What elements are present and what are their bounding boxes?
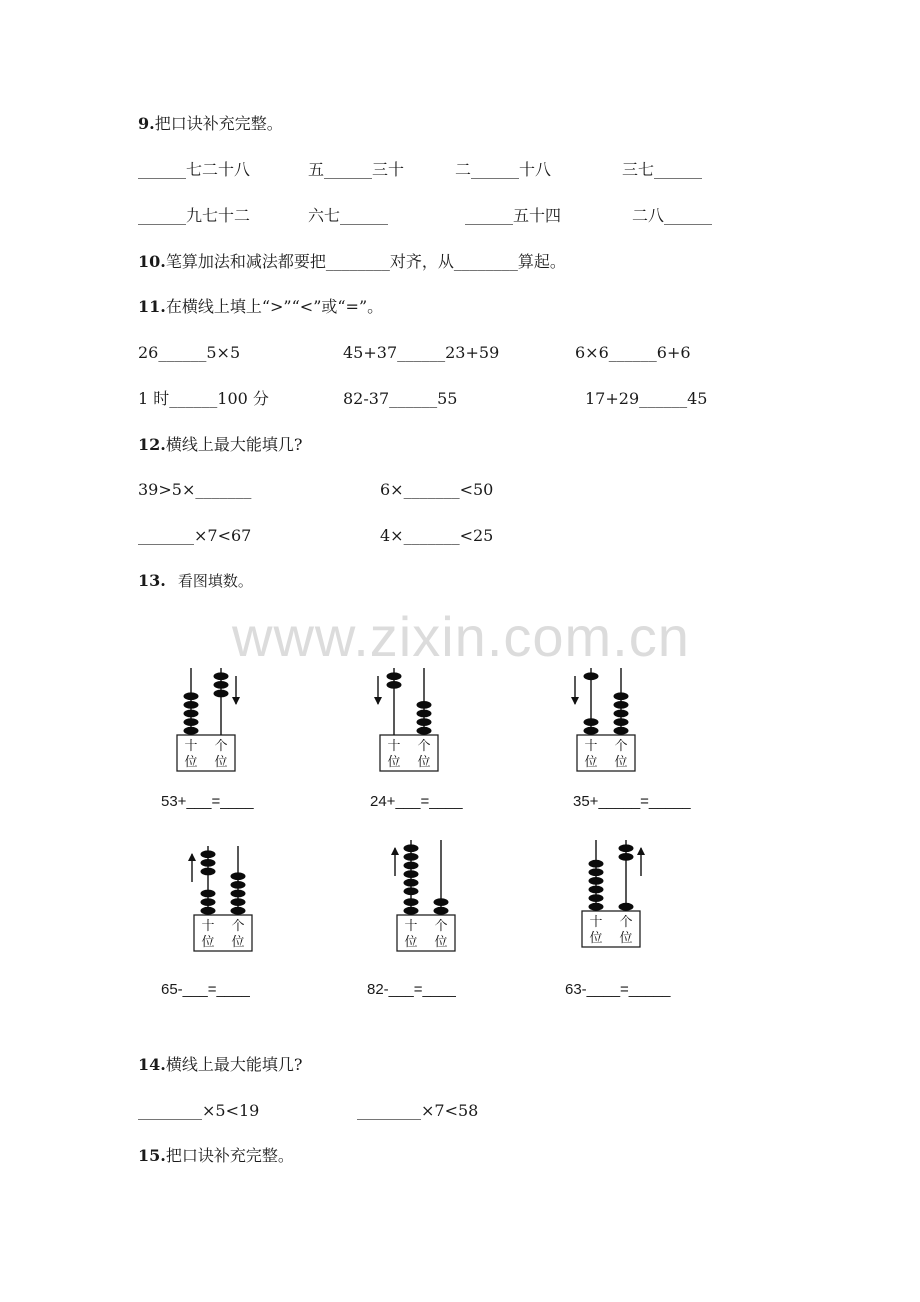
label-tens: 十 [201,919,215,934]
q11-title: 在横线上填上“>”“<”或“=”。 [165,297,384,316]
q13-number: 13. [138,571,166,590]
q14-r1-c1: ________×5<19 [138,1101,260,1120]
q9-r1-c3: 二______十八 [455,160,552,179]
arrow-down-icon [571,697,579,705]
tens-bead [589,860,604,868]
q12-title: 横线上最大能填几? [165,435,303,454]
q13-expr-2: 24+___=____ [370,793,463,810]
tens-moving-bead [387,672,402,680]
ones-bead [434,898,449,906]
label-place: 位 [417,755,431,770]
q11-r1-c1: 26______5×5 [138,343,241,362]
q10-text: 笔算加法和减法都要把________对齐，从________算起。 [165,252,566,271]
ones-bead [231,881,246,889]
label-ones: 个 [231,919,245,934]
q12-r2-c1: _______×7<67 [138,526,252,545]
arrow-up-icon [391,847,399,855]
q15-number: 15. [138,1146,166,1165]
q13-title: 看图填数。 [177,572,253,590]
ones-moving-bead [619,853,634,861]
q12-r2-c2: 4×_______<25 [380,526,494,545]
q10-number: 10. [138,252,166,271]
tens-bead [589,903,604,911]
tens-moving-bead [201,850,216,858]
tens-bead [184,692,199,700]
q9-r2-c3: ______五十四 [465,206,562,225]
q12-r1-c1: 39>5×_______ [138,480,252,499]
label-place: 位 [434,935,448,950]
q11-r1-c3: 6×6______6+6 [575,343,691,362]
q9-r2-c1: ______九七十二 [138,206,251,225]
abacus-1 [175,664,235,772]
label-tens: 十 [589,915,603,930]
tens-bead [589,868,604,876]
arrow-down-icon [374,697,382,705]
label-ones: 个 [417,739,431,754]
tens-moving-bead [404,853,419,861]
ones-bead [614,727,629,735]
tens-moving-bead [404,879,419,887]
q13-expr-3: 35+_____=_____ [573,793,691,810]
tens-bead [589,894,604,902]
q11-r1-c2: 45+37______23+59 [343,343,500,362]
abacus-5 [385,836,457,952]
q14-number: 14. [138,1055,166,1074]
label-place: 位 [619,931,633,946]
abacus-3 [565,664,637,772]
q9-number: 9. [138,114,155,133]
label-ones: 个 [619,915,633,930]
ones-bead [614,692,629,700]
label-ones: 个 [434,919,448,934]
q15-heading [138,1146,294,1166]
ones-bead [231,872,246,880]
tens-bead [184,710,199,718]
ones-bead [614,718,629,726]
ones-moving-bead [214,690,229,698]
ones-bead [614,701,629,709]
q14-r1-c2: ________×7<58 [357,1101,479,1120]
label-place: 位 [387,755,401,770]
q12-heading [138,435,302,455]
ones-bead [417,701,432,709]
tens-moving-bead [404,887,419,895]
q14-title: 横线上最大能填几? [165,1055,303,1074]
tens-bead [184,727,199,735]
label-tens: 十 [184,739,198,754]
label-place: 位 [214,755,228,770]
q11-number: 11. [138,297,166,316]
ones-bead [231,898,246,906]
label-place: 位 [231,935,245,950]
q9-heading [138,114,283,134]
label-tens: 十 [584,739,598,754]
label-place: 位 [614,755,628,770]
q13-expr-1: 53+___=____ [161,793,254,810]
q9-r1-c1: ______七二十八 [138,160,251,179]
q11-r2-c3: 17+29______45 [585,389,708,408]
q14-heading [138,1055,302,1075]
tens-bead [589,886,604,894]
arrow-up-icon [188,853,196,861]
tens-bead [184,701,199,709]
q11-r2-c1: 1 时______100 分 [138,389,269,408]
tens-bead [584,718,599,726]
tens-moving-bead [201,859,216,867]
ones-bead [614,710,629,718]
abacus-4 [182,842,254,952]
watermark: www.zixin.com.cn [232,605,690,668]
label-place: 位 [184,755,198,770]
q13-heading [138,571,253,591]
label-place: 位 [589,931,603,946]
label-place: 位 [201,935,215,950]
label-tens: 十 [404,919,418,934]
q9-r2-c4: 二八______ [632,206,713,225]
tens-bead [201,907,216,915]
q11-r2-c2: 82-37______55 [343,389,458,408]
q9-r1-c4: 三七______ [622,160,703,179]
ones-moving-bead [619,844,634,852]
label-tens: 十 [387,739,401,754]
tens-moving-bead [584,672,599,680]
arrow-down-icon [232,697,240,705]
tens-moving-bead [404,844,419,852]
tens-bead [184,718,199,726]
label-ones: 个 [614,739,628,754]
abacus-6 [580,836,655,948]
q9-r1-c2: 五______三十 [308,160,405,179]
q9-title: 把口诀补充完整。 [154,114,283,133]
ones-bead [231,907,246,915]
label-place: 位 [404,935,418,950]
tens-moving-bead [387,681,402,689]
tens-bead [404,898,419,906]
ones-bead [231,890,246,898]
ones-bead [417,710,432,718]
ones-bead [619,903,634,911]
ones-moving-bead [214,672,229,680]
ones-bead [417,718,432,726]
q13-expr-4: 65-___=____ [161,981,250,998]
q9-r2-c2: 六七______ [308,206,389,225]
tens-moving-bead [404,862,419,870]
q13-expr-6: 63-____=_____ [565,981,671,998]
label-place: 位 [584,755,598,770]
tens-bead [201,890,216,898]
ones-bead [417,727,432,735]
q15-title: 把口诀补充完整。 [165,1146,294,1165]
ones-moving-bead [214,681,229,689]
tens-moving-bead [201,868,216,876]
q13-expr-5: 82-___=____ [367,981,456,998]
tens-moving-bead [404,870,419,878]
q10-heading [138,252,566,272]
tens-bead [589,877,604,885]
label-ones: 个 [214,739,228,754]
arrow-up-icon [637,847,645,855]
tens-bead [584,727,599,735]
q11-heading [138,297,383,317]
abacus-2 [368,664,440,772]
ones-bead [434,907,449,915]
tens-bead [404,907,419,915]
tens-bead [201,898,216,906]
q12-r1-c2: 6×_______<50 [380,480,494,499]
q12-number: 12. [138,435,166,454]
